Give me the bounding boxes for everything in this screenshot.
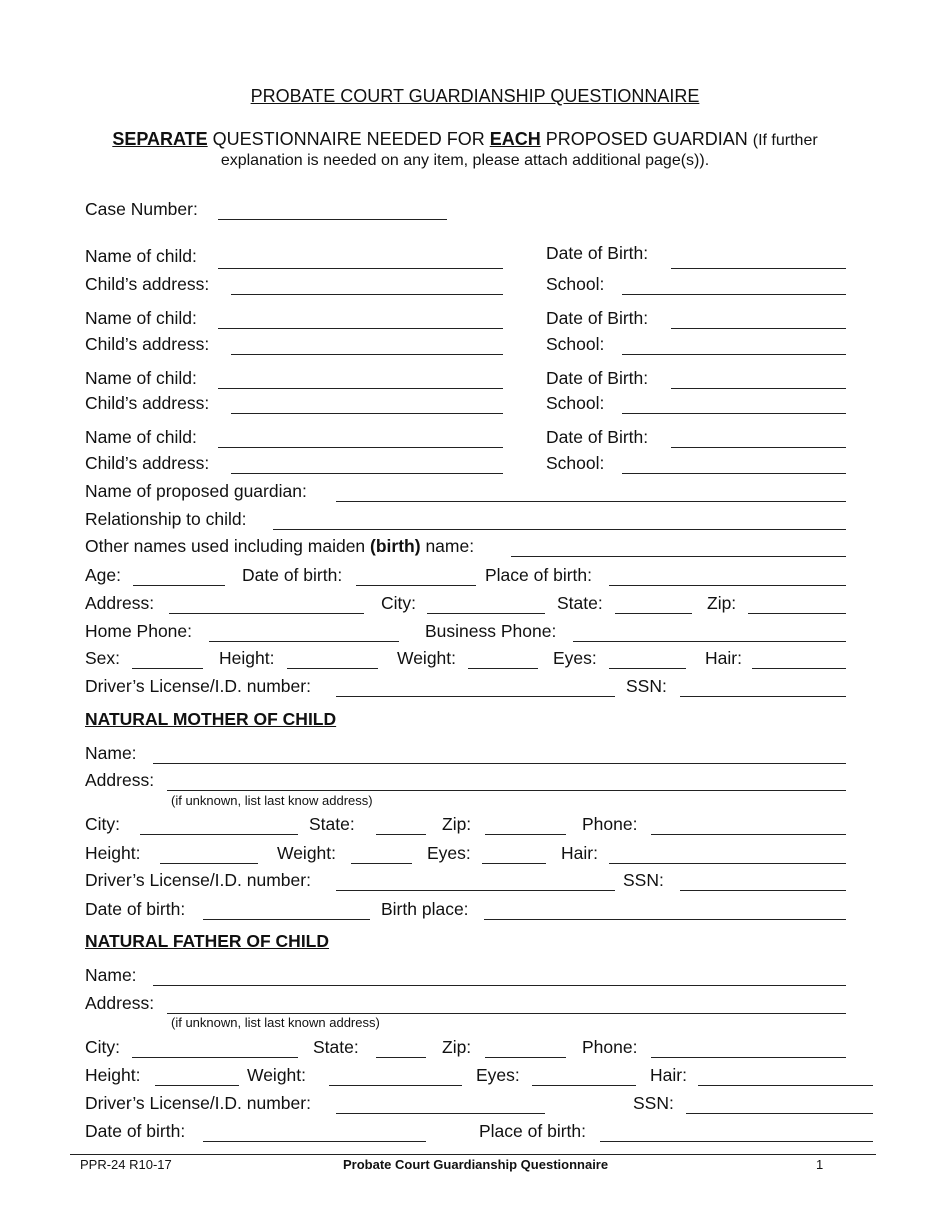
child1-school-field[interactable] bbox=[622, 294, 846, 295]
child1-dob-label: Date of Birth: bbox=[546, 243, 649, 263]
other-names-field[interactable] bbox=[511, 556, 846, 557]
child1-name-label: Name of child: bbox=[85, 246, 197, 266]
mother-eyes-label: Eyes: bbox=[427, 843, 471, 863]
mother-address-note: (if unknown, list last know address) bbox=[171, 793, 373, 808]
mother-zip-field[interactable] bbox=[485, 834, 566, 835]
other-names-text-c: name: bbox=[420, 536, 475, 556]
father-hair-label: Hair: bbox=[650, 1065, 687, 1085]
father-city-label: City: bbox=[85, 1037, 120, 1057]
case-number-label: Case Number: bbox=[85, 199, 198, 219]
other-names-label bbox=[85, 536, 474, 556]
child2-address-label: Child’s address: bbox=[85, 334, 210, 354]
other-names-text-b: (birth) bbox=[370, 536, 421, 556]
father-address-label: Address: bbox=[85, 993, 155, 1013]
guardian-age-field[interactable] bbox=[133, 585, 225, 586]
child2-school-field[interactable] bbox=[622, 354, 846, 355]
instruction-each: EACH bbox=[489, 129, 541, 149]
child3-dob-field[interactable] bbox=[671, 388, 846, 389]
child2-name-field[interactable] bbox=[218, 328, 503, 329]
child4-address-label: Child’s address: bbox=[85, 453, 210, 473]
guardian-city-label: City: bbox=[381, 593, 416, 613]
guardian-hair-field[interactable] bbox=[752, 668, 846, 669]
mother-zip-label: Zip: bbox=[442, 814, 472, 834]
guardian-business-phone-field[interactable] bbox=[573, 641, 846, 642]
mother-weight-label: Weight: bbox=[277, 843, 337, 863]
child4-address-field[interactable] bbox=[231, 473, 503, 474]
mother-ssn-label: SSN: bbox=[623, 870, 664, 890]
child3-name-field[interactable] bbox=[218, 388, 503, 389]
guardian-dob-field[interactable] bbox=[356, 585, 476, 586]
footer-page-number: 1 bbox=[816, 1157, 824, 1172]
guardian-license-label: Driver’s License/I.D. number: bbox=[85, 676, 311, 696]
guardian-home-phone-field[interactable] bbox=[209, 641, 399, 642]
form-instruction bbox=[0, 129, 930, 150]
father-phone-field[interactable] bbox=[651, 1057, 846, 1058]
guardian-height-label: Height: bbox=[219, 648, 275, 668]
mother-section-heading: NATURAL MOTHER OF CHILD bbox=[85, 709, 337, 729]
guardian-city-field[interactable] bbox=[427, 613, 545, 614]
father-license-field[interactable] bbox=[336, 1113, 545, 1114]
child1-name-field[interactable] bbox=[218, 268, 503, 269]
father-eyes-label: Eyes: bbox=[476, 1065, 520, 1085]
mother-name-field[interactable] bbox=[153, 763, 846, 764]
footer-form-title: Probate Court Guardianship Questionnaire bbox=[343, 1157, 609, 1172]
child2-address-field[interactable] bbox=[231, 354, 503, 355]
mother-phone-label: Phone: bbox=[582, 814, 638, 834]
child1-address-label: Child’s address: bbox=[85, 274, 210, 294]
father-weight-field[interactable] bbox=[329, 1085, 462, 1086]
father-name-label: Name: bbox=[85, 965, 137, 985]
case-number-field[interactable] bbox=[218, 219, 447, 220]
child4-dob-label: Date of Birth: bbox=[546, 427, 649, 447]
father-height-label: Height: bbox=[85, 1065, 141, 1085]
mother-name-label: Name: bbox=[85, 743, 137, 763]
father-address-field[interactable] bbox=[167, 1013, 846, 1014]
guardian-place-of-birth-field[interactable] bbox=[609, 585, 846, 586]
instruction-end: PROPOSED GUARDIAN bbox=[540, 129, 753, 149]
father-section-heading: NATURAL FATHER OF CHILD bbox=[85, 931, 330, 951]
mother-license-label: Driver’s License/I.D. number: bbox=[85, 870, 311, 890]
guardian-business-phone-label: Business Phone: bbox=[425, 621, 557, 641]
child4-school-label: School: bbox=[546, 453, 605, 473]
child2-name-label: Name of child: bbox=[85, 308, 197, 328]
guardian-eyes-field[interactable] bbox=[609, 668, 686, 669]
mother-hair-label: Hair: bbox=[561, 843, 598, 863]
child1-dob-field[interactable] bbox=[671, 268, 846, 269]
guardian-home-phone-label: Home Phone: bbox=[85, 621, 193, 641]
guardian-height-field[interactable] bbox=[287, 668, 378, 669]
instruction-middle: QUESTIONNAIRE NEEDED FOR bbox=[207, 129, 490, 149]
guardian-weight-field[interactable] bbox=[468, 668, 538, 669]
father-name-field[interactable] bbox=[153, 985, 846, 986]
guardian-name-label: Name of proposed guardian: bbox=[85, 481, 307, 501]
footer-divider bbox=[70, 1154, 876, 1155]
guardian-zip-label: Zip: bbox=[707, 593, 737, 613]
father-weight-label: Weight: bbox=[247, 1065, 307, 1085]
father-ssn-field[interactable] bbox=[686, 1113, 873, 1114]
child3-school-field[interactable] bbox=[622, 413, 846, 414]
father-address-note: (if unknown, list last known address) bbox=[171, 1015, 380, 1030]
child4-name-label: Name of child: bbox=[85, 427, 197, 447]
father-phone-label: Phone: bbox=[582, 1037, 638, 1057]
mother-weight-field[interactable] bbox=[351, 863, 412, 864]
father-zip-field[interactable] bbox=[485, 1057, 566, 1058]
guardian-zip-field[interactable] bbox=[748, 613, 846, 614]
mother-phone-field[interactable] bbox=[651, 834, 846, 835]
mother-address-field[interactable] bbox=[167, 790, 846, 791]
father-ssn-label: SSN: bbox=[633, 1093, 674, 1113]
mother-hair-field[interactable] bbox=[609, 863, 846, 864]
mother-eyes-field[interactable] bbox=[482, 863, 546, 864]
mother-birth-place-label: Birth place: bbox=[381, 899, 469, 919]
guardian-hair-label: Hair: bbox=[705, 648, 742, 668]
mother-dob-label: Date of birth: bbox=[85, 899, 186, 919]
mother-height-label: Height: bbox=[85, 843, 141, 863]
guardian-sex-field[interactable] bbox=[132, 668, 203, 669]
child1-address-field[interactable] bbox=[231, 294, 503, 295]
mother-birth-place-field[interactable] bbox=[484, 919, 846, 920]
guardian-address-label: Address: bbox=[85, 593, 155, 613]
other-names-text-a: Other names used including maiden bbox=[85, 536, 371, 556]
father-city-field[interactable] bbox=[132, 1057, 298, 1058]
father-place-of-birth-field[interactable] bbox=[600, 1141, 873, 1142]
mother-ssn-field[interactable] bbox=[680, 890, 846, 891]
guardian-eyes-label: Eyes: bbox=[553, 648, 597, 668]
mother-license-field[interactable] bbox=[336, 890, 615, 891]
child3-address-label: Child’s address: bbox=[85, 393, 210, 413]
child1-school-label: School: bbox=[546, 274, 605, 294]
guardian-dob-label: Date of birth: bbox=[242, 565, 343, 585]
guardian-license-field[interactable] bbox=[336, 696, 615, 697]
form-title: PROBATE COURT GUARDIANSHIP QUESTIONNAIRE bbox=[250, 86, 700, 106]
relationship-label: Relationship to child: bbox=[85, 509, 247, 529]
mother-address-label: Address: bbox=[85, 770, 155, 790]
guardian-age-label: Age: bbox=[85, 565, 121, 585]
mother-state-label: State: bbox=[309, 814, 355, 834]
father-license-label: Driver’s License/I.D. number: bbox=[85, 1093, 311, 1113]
father-place-of-birth-label: Place of birth: bbox=[479, 1121, 586, 1141]
mother-city-label: City: bbox=[85, 814, 120, 834]
child4-dob-field[interactable] bbox=[671, 447, 846, 448]
child4-name-field[interactable] bbox=[218, 447, 503, 448]
father-hair-field[interactable] bbox=[698, 1085, 873, 1086]
instruction-note-start: (If further bbox=[752, 132, 818, 149]
father-dob-label: Date of birth: bbox=[85, 1121, 186, 1141]
guardian-place-of-birth-label: Place of birth: bbox=[485, 565, 592, 585]
child4-school-field[interactable] bbox=[622, 473, 846, 474]
guardian-sex-label: Sex: bbox=[85, 648, 121, 668]
father-dob-field[interactable] bbox=[203, 1141, 426, 1142]
child3-school-label: School: bbox=[546, 393, 605, 413]
instruction-separate: SEPARATE bbox=[112, 129, 208, 149]
father-state-field[interactable] bbox=[376, 1057, 426, 1058]
guardian-name-field[interactable] bbox=[336, 501, 846, 502]
guardian-state-field[interactable] bbox=[615, 613, 692, 614]
mother-height-field[interactable] bbox=[160, 863, 258, 864]
guardian-state-label: State: bbox=[557, 593, 603, 613]
guardian-address-field[interactable] bbox=[169, 613, 364, 614]
form-instruction-line2: explanation is needed on any item, please attach additional page(s)). bbox=[220, 152, 710, 169]
mother-state-field[interactable] bbox=[376, 834, 426, 835]
mother-dob-field[interactable] bbox=[203, 919, 370, 920]
child3-dob-label: Date of Birth: bbox=[546, 368, 649, 388]
child2-dob-field[interactable] bbox=[671, 328, 846, 329]
child3-name-label: Name of child: bbox=[85, 368, 197, 388]
child2-school-label: School: bbox=[546, 334, 605, 354]
guardian-weight-label: Weight: bbox=[397, 648, 457, 668]
father-height-field[interactable] bbox=[155, 1085, 239, 1086]
relationship-field[interactable] bbox=[273, 529, 846, 530]
guardian-ssn-field[interactable] bbox=[680, 696, 846, 697]
father-eyes-field[interactable] bbox=[532, 1085, 636, 1086]
guardian-ssn-label: SSN: bbox=[626, 676, 667, 696]
mother-city-field[interactable] bbox=[140, 834, 298, 835]
footer-form-code: PPR-24 R10-17 bbox=[80, 1157, 172, 1172]
father-zip-label: Zip: bbox=[442, 1037, 472, 1057]
father-state-label: State: bbox=[313, 1037, 359, 1057]
child2-dob-label: Date of Birth: bbox=[546, 308, 649, 328]
child3-address-field[interactable] bbox=[231, 413, 503, 414]
